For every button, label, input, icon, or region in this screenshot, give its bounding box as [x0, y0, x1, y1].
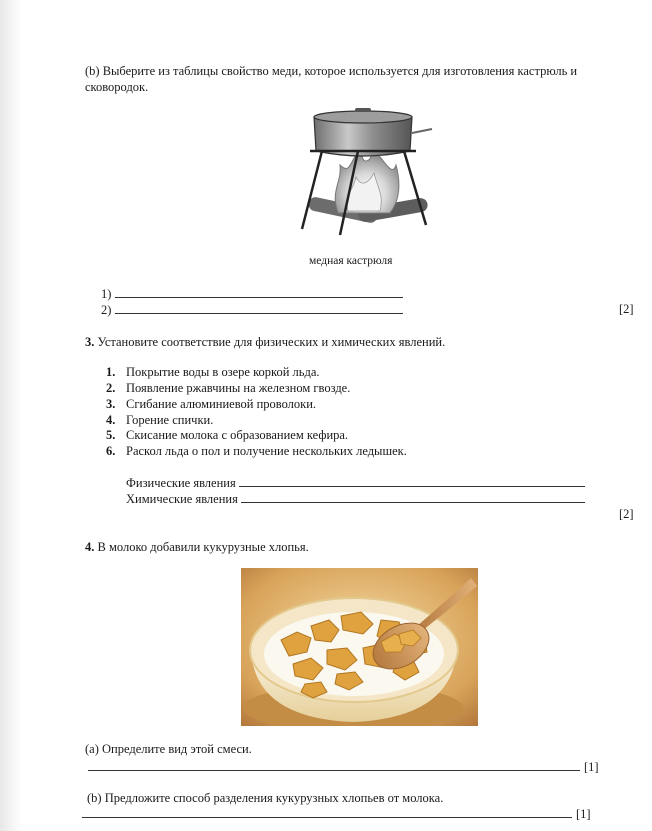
- answer-label-2: 2): [101, 303, 112, 317]
- chemical-label: Химические явления: [126, 492, 238, 506]
- physical-label: Физические явления: [126, 476, 236, 490]
- q3-item-number: 2.: [106, 381, 116, 395]
- q3-item: [106, 396, 316, 412]
- answer-label-1: 1): [101, 287, 112, 301]
- page-shadow: [0, 0, 22, 831]
- q3-item-text: Покрытие воды в озере коркой льда.: [126, 365, 320, 379]
- q3-item-text: Сгибание алюминиевой проволоки.: [126, 397, 317, 411]
- question-b-line2: сковородок.: [85, 80, 149, 94]
- question-b-line1: (b) Выберите из таблицы свойство меди, которое используется для изготовления кастрюль и: [85, 64, 578, 78]
- q3-item-text: Скисание молока с образованием кефира.: [126, 428, 349, 442]
- answer-blank-1[interactable]: [115, 287, 403, 298]
- question-3-number: 3.: [85, 335, 95, 349]
- q3-item: [106, 443, 407, 459]
- answer-line-2[interactable]: [101, 302, 403, 318]
- part-a-prompt: (a) Определите вид этой смеси.: [85, 742, 252, 756]
- pot-caption: медная кастрюля: [309, 255, 393, 267]
- question-4: [85, 539, 309, 555]
- physical-answer-blank[interactable]: [239, 476, 585, 487]
- q3-item-text: Горение спички.: [126, 413, 214, 427]
- question-4-prompt: В молоко добавили кукурузные хлопья.: [97, 540, 309, 554]
- chemical-answer-blank[interactable]: [241, 492, 585, 503]
- part-b-answer-row[interactable]: [82, 805, 591, 823]
- part-b-answer-blank[interactable]: [82, 807, 572, 818]
- marks-4a: [1]: [584, 760, 599, 774]
- physical-answer-row[interactable]: [126, 475, 585, 491]
- q3-item-number: 5.: [106, 428, 116, 442]
- copper-pot-image: [300, 105, 440, 240]
- part-a-answer-blank[interactable]: [88, 760, 580, 771]
- marks-q3: [2]: [619, 507, 634, 521]
- question-3: [85, 334, 445, 350]
- answer-blank-2[interactable]: [115, 303, 403, 314]
- q3-item-text: Раскол льда о пол и получение нескольких ледышек.: [126, 444, 407, 458]
- q3-item: [106, 364, 320, 380]
- q3-item: [106, 412, 213, 428]
- chemical-answer-row[interactable]: [126, 491, 585, 507]
- q3-item-number: 4.: [106, 413, 116, 427]
- part-b-prompt: (b) Предложите способ разделения кукурузных хлопьев от молока.: [87, 791, 444, 805]
- question-4-number: 4.: [85, 540, 95, 554]
- answer-line-1[interactable]: [101, 286, 403, 302]
- cereal-bowl-image: [241, 568, 478, 726]
- q3-item-number: 6.: [106, 444, 116, 458]
- q3-item-number: 1.: [106, 365, 116, 379]
- marks-4b: [1]: [576, 807, 591, 821]
- part-a-answer-row[interactable]: [88, 758, 599, 776]
- q3-item: [106, 427, 348, 443]
- q3-item-number: 3.: [106, 397, 116, 411]
- question-3-prompt: Установите соответствие для физических и химических явлений.: [97, 335, 446, 349]
- q3-item-text: Появление ржавчины на железном гвозде.: [126, 381, 351, 395]
- marks-b: [2]: [619, 302, 634, 316]
- q3-item: [106, 380, 350, 396]
